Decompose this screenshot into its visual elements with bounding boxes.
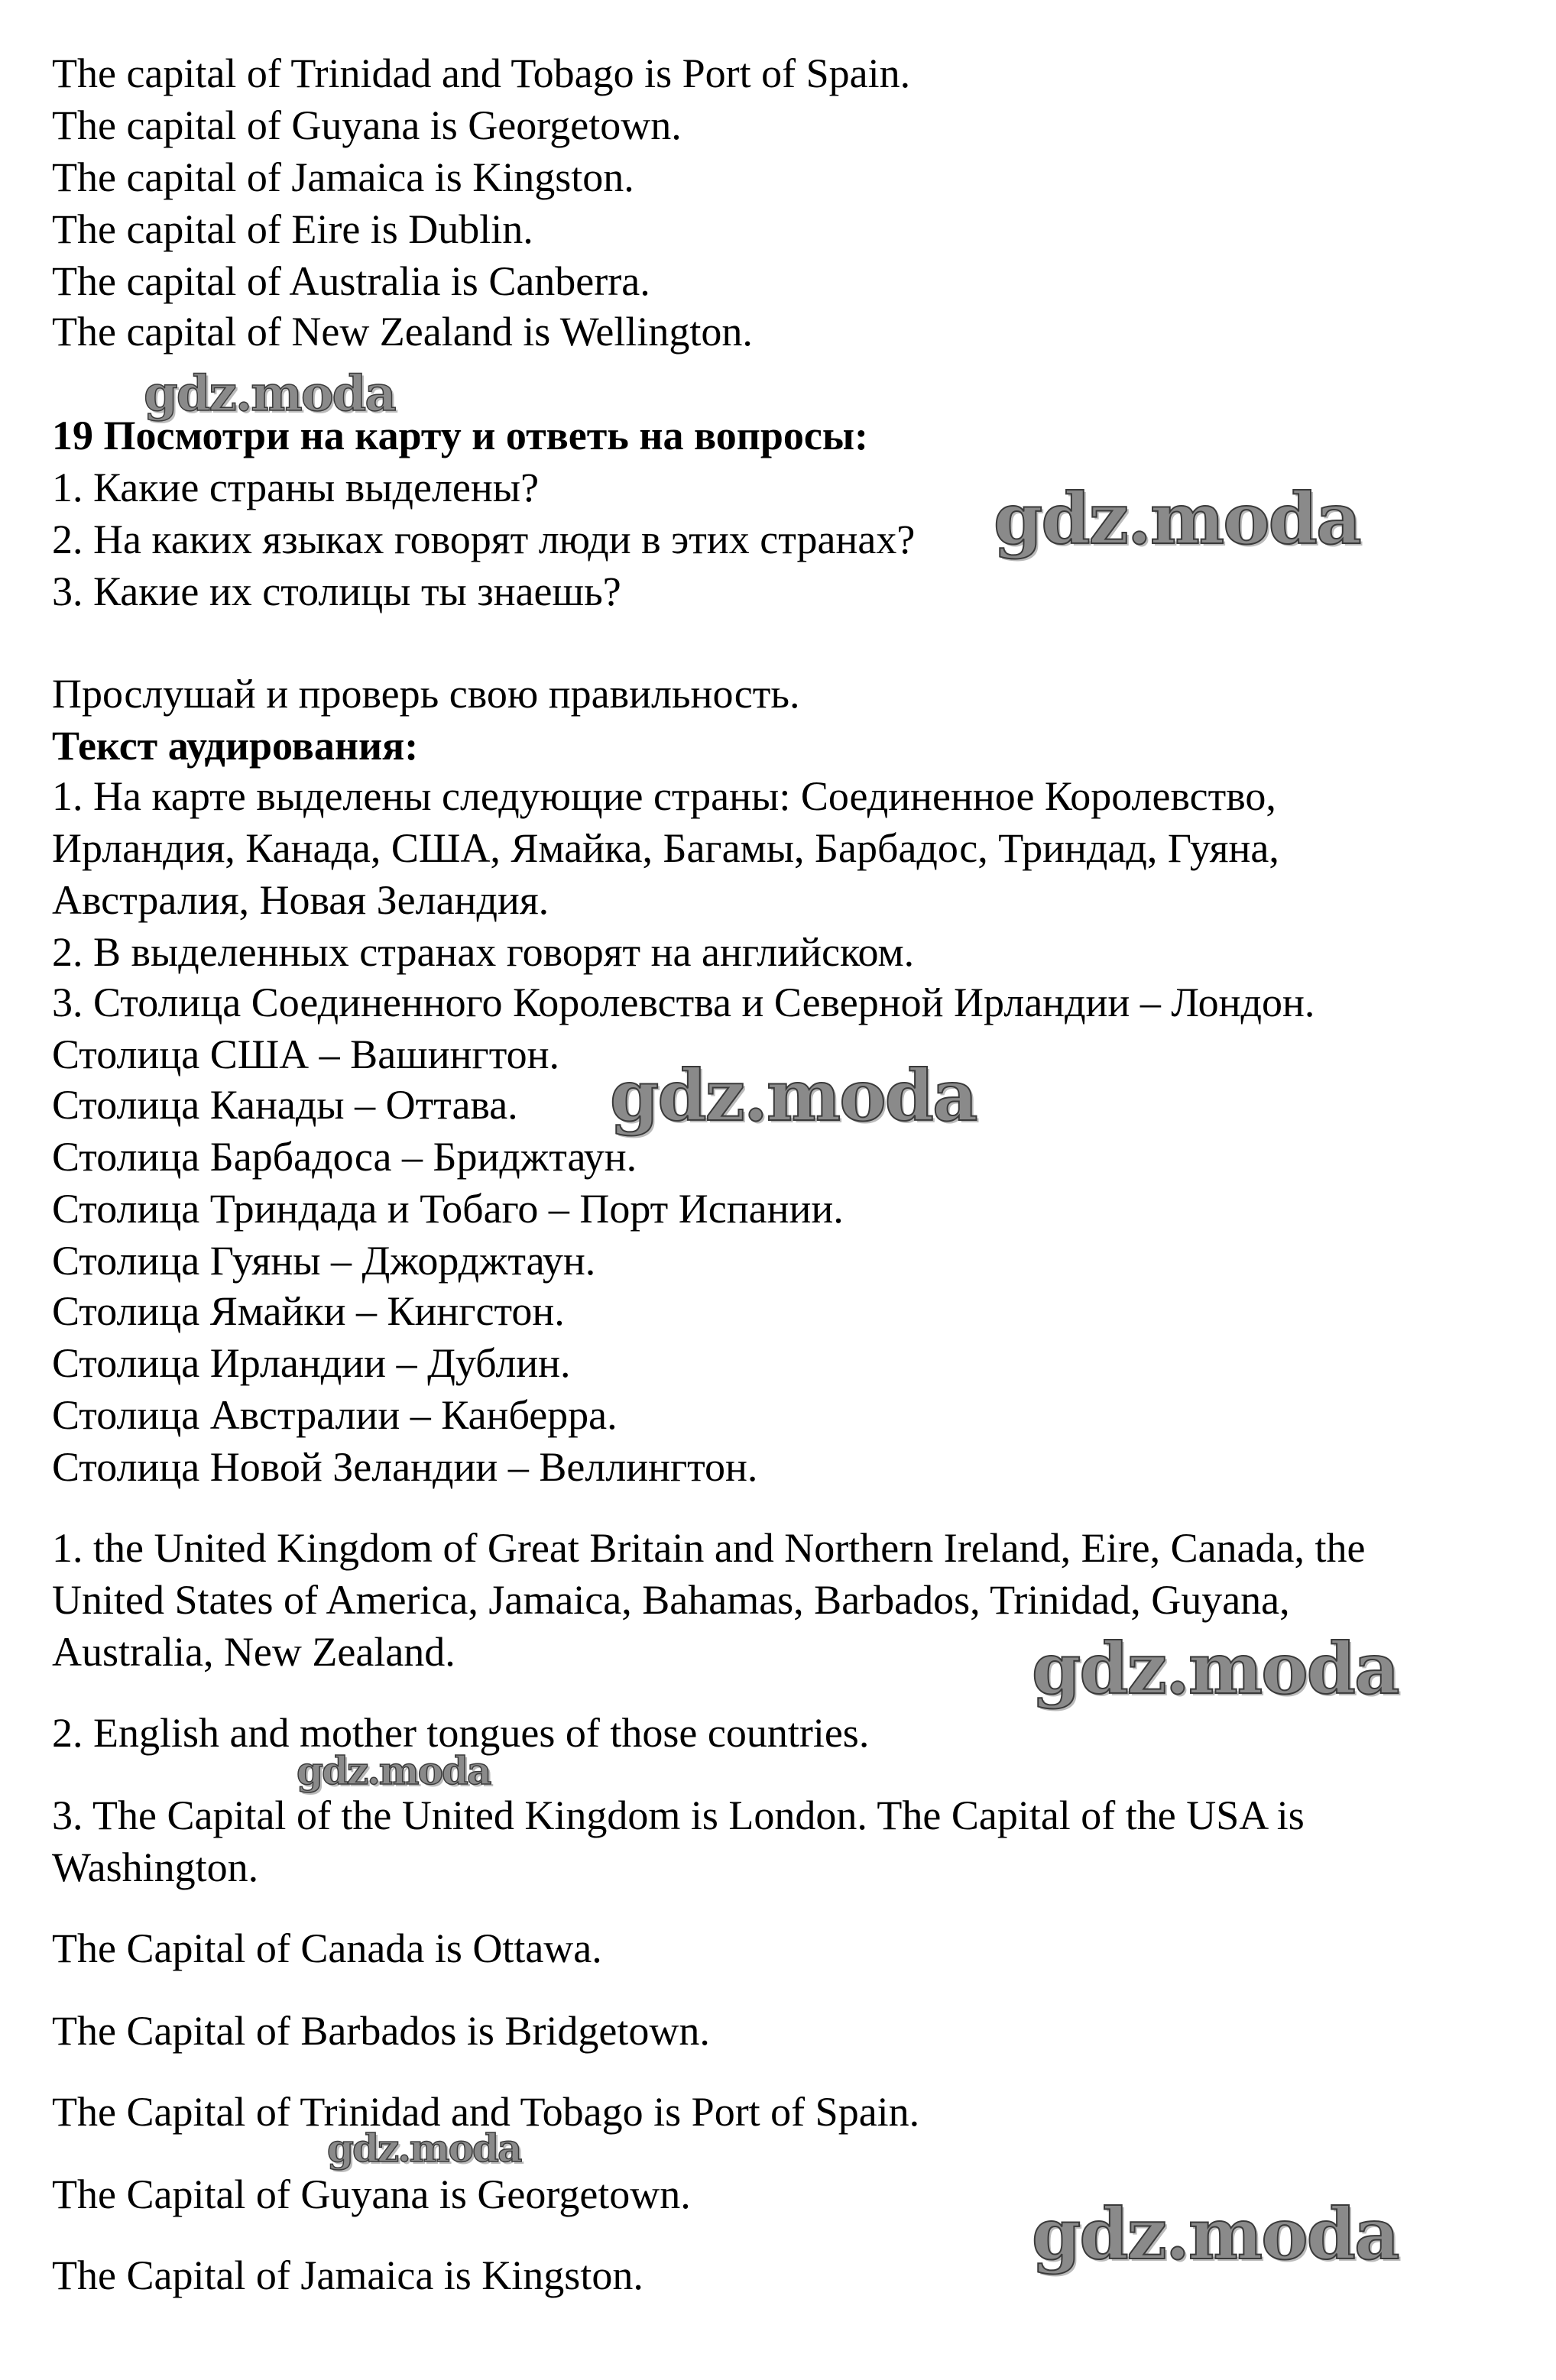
- answer-line: 1. the United Kingdom of Great Britain and Northern Ireland, Eire, Canada, the: [52, 1525, 1366, 1571]
- watermark: gdz.moda: [297, 1748, 491, 1793]
- answer-line: The Capital of Trinidad and Tobago is Port of Spain.: [52, 2089, 920, 2135]
- listening-line: Столица Триндада и Тобаго – Порт Испании.: [52, 1186, 844, 1232]
- listening-line: 3. Столица Соединенного Королевства и Северной Ирландии – Лондон.: [52, 980, 1315, 1025]
- answer-line: The Capital of Guyana is Georgetown.: [52, 2171, 691, 2217]
- listening-line: Столица Ирландии – Дублин.: [52, 1340, 571, 1386]
- text-line: The capital of Eire is Dublin.: [52, 206, 533, 252]
- text-line: The capital of Australia is Canberra.: [52, 258, 650, 304]
- listening-line: Столица Австралии – Канберра.: [52, 1392, 618, 1438]
- listening-line: 2. В выделенных странах говорят на английском.: [52, 929, 915, 975]
- listening-heading: Текст аудирования:: [52, 723, 419, 769]
- answer-line: Washington.: [52, 1844, 259, 1890]
- listening-line: Австралия, Новая Зеландия.: [52, 877, 549, 923]
- answer-line: Australia, New Zealand.: [52, 1629, 455, 1675]
- exercise-heading: 19 Посмотри на карту и ответь на вопросы:: [52, 413, 869, 458]
- listening-line: Столица Гуяны – Джорджтаун.: [52, 1238, 596, 1284]
- question: 1. Какие страны выделены?: [52, 465, 540, 510]
- answer-line: 2. English and mother tongues of those countries.: [52, 1710, 870, 1756]
- text-line: The capital of Jamaica is Kingston.: [52, 154, 634, 200]
- listening-line: Столица Канады – Оттава.: [52, 1082, 518, 1128]
- text-line: The capital of Trinidad and Tobago is Port of Spain.: [52, 50, 911, 96]
- watermark: gdz.moda: [610, 1054, 977, 1137]
- listening-line: Столица Ямайки – Кингстон.: [52, 1288, 565, 1334]
- answer-line: 3. The Capital of the United Kingdom is London. The Capital of the USA is: [52, 1792, 1305, 1838]
- question: 2. На каких языках говорят люди в этих странах?: [52, 516, 916, 562]
- listening-line: Столица США – Вашингтон.: [52, 1031, 559, 1077]
- answer-line: The Capital of Jamaica is Kingston.: [52, 2252, 643, 2298]
- listening-line: Столица Барбадоса – Бриджтаун.: [52, 1134, 637, 1180]
- listening-line: 1. На карте выделены следующие страны: Соединенное Королевство,: [52, 773, 1276, 819]
- answer-line: United States of America, Jamaica, Bahamas, Barbados, Trinidad, Guyana,: [52, 1577, 1290, 1623]
- watermark: gdz.moda: [1032, 2193, 1399, 2275]
- watermark: gdz.moda: [327, 2126, 521, 2171]
- watermark: gdz.moda: [144, 365, 395, 423]
- instruction: Прослушай и проверь свою правильность.: [52, 671, 800, 717]
- question: 3. Какие их столицы ты знаешь?: [52, 568, 621, 614]
- answer-line: The Capital of Barbados is Bridgetown.: [52, 2008, 710, 2054]
- answer-line: The Capital of Canada is Ottawa.: [52, 1925, 602, 1971]
- listening-line: Ирландия, Канада, США, Ямайка, Багамы, Барбадос, Триндад, Гуяна,: [52, 825, 1279, 871]
- listening-line: Столица Новой Зеландии – Веллингтон.: [52, 1444, 758, 1490]
- watermark: gdz.moda: [994, 478, 1360, 560]
- text-line: The capital of New Zealand is Wellington.: [52, 309, 753, 355]
- text-line: The capital of Guyana is Georgetown.: [52, 102, 682, 148]
- watermark: gdz.moda: [1032, 1627, 1399, 1710]
